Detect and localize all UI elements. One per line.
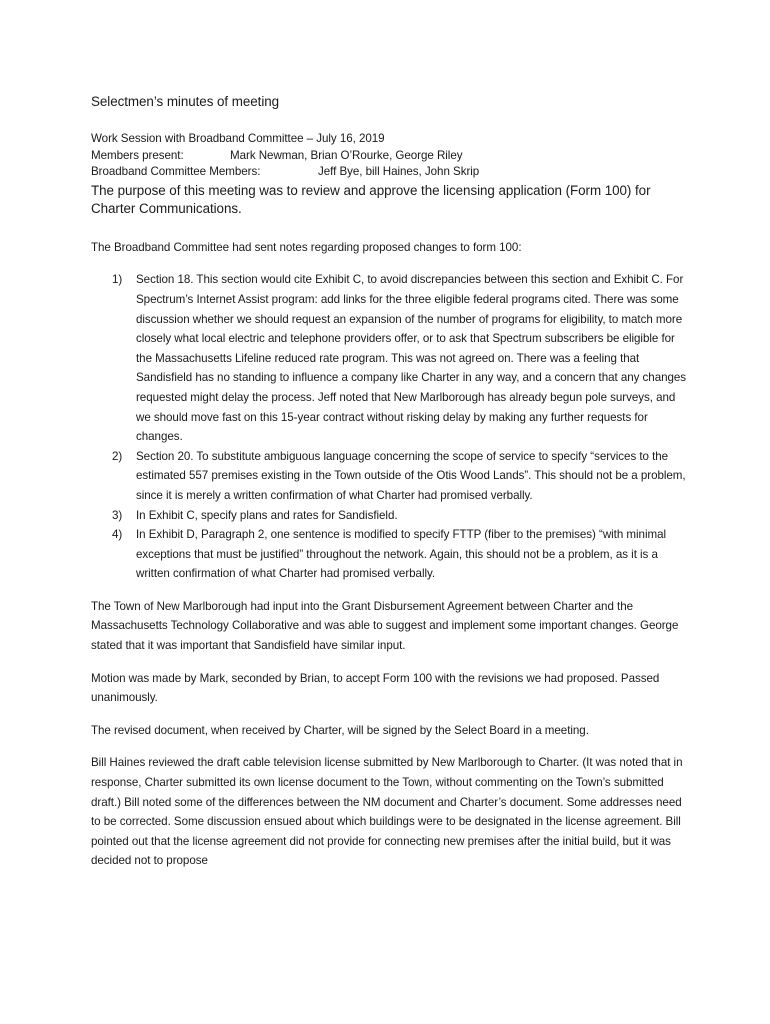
committee-members-label: Broadband Committee Members: <box>91 165 261 179</box>
paragraph-signing: The revised document, when received by Charter, will be signed by the Select Board in a meeting. <box>91 723 589 737</box>
list-item-text: Section 18. This section would cite Exhibit C, to avoid discrepancies between this section and Exhibit C. For Spectrum’s Internet Assist program: add links for the three eligible federal programs cited. There was some discussion whether we should request an expansion of the number of programs for eligibility, to match more closely what local electric and telephone providers offer, or to ask that Spectrum subscribers be eligible for the Massachusetts Lifeline reduced rate program. This was not agreed on. There was a feeling that Sandisfield has no standing to influence a company like Charter in any way, and a concern that any changes requested might delay the process. Jeff noted that New Marlborough has already begun pole surveys, and we should move fast on this 15-year contract without risking delay by making any further requests for changes. <box>136 273 687 444</box>
list-item <box>91 270 691 446</box>
list-item-text: In Exhibit C, specify plans and rates for Sandisfield. <box>136 508 398 522</box>
intro-paragraph: The Broadband Committee had sent notes regarding proposed changes to form 100: <box>91 240 522 254</box>
members-present-label: Members present: <box>91 148 184 162</box>
paragraph-license-review: Bill Haines reviewed the draft cable television license submitted by New Marlborough to Charter. (It was noted that in response, Charter submitted its own license document to the Town, without commenting on the Town’s submitted draft.) Bill noted some of the differences between the NM document and Charter’s document. Some addresses need to be corrected. Some discussion ensued about which buildings were to be designated in the license agreement. Bill pointed out that the license agreement did not provide for connecting new premises after the initial build, but it was decided not to propose <box>91 756 683 868</box>
proposed-changes-list <box>91 270 691 584</box>
document-title: Selectmen’s minutes of meeting <box>91 94 280 109</box>
committee-members-names: Jeff Bye, bill Haines, John Skrip <box>318 165 480 179</box>
list-item-number: 1) <box>112 273 123 287</box>
session-line: Work Session with Broadband Committee – July 16, 2019 <box>91 132 385 145</box>
list-item <box>91 506 691 526</box>
list-item-number: 2) <box>112 449 123 463</box>
committee-members-line <box>91 164 691 181</box>
list-item-number: 4) <box>112 528 123 542</box>
list-item <box>91 447 691 506</box>
members-present-line <box>91 148 691 165</box>
members-present-names: Mark Newman, Brian O’Rourke, George Riley <box>230 148 463 162</box>
document-page <box>91 92 691 884</box>
paragraph-new-marlborough-input: The Town of New Marlborough had input into the Grant Disbursement Agreement between Charter and the Massachusetts Technology Collaborative and was able to suggest and implement some important changes. George stated that it was important that Sandisfield have similar input. <box>91 599 679 653</box>
list-item-text: In Exhibit D, Paragraph 2, one sentence is modified to specify FTTP (fiber to the premises) “with minimal exceptions that must be justified” throughout the network. Again, this should not be a problem, as it is a written confirmation of what Charter had promised verbally. <box>136 528 667 581</box>
list-item-number: 3) <box>112 508 123 522</box>
list-item <box>91 525 691 584</box>
paragraph-motion: Motion was made by Mark, seconded by Brian, to accept Form 100 with the revisions we had proposed. Passed unanimously. <box>91 671 660 705</box>
list-item-text: Section 20. To substitute ambiguous language concerning the scope of service to specify “services to the estimated 557 premises existing in the Town outside of the Otis Wood Lands”. This should not be a problem, since it is merely a written confirmation of what Charter had promised verbally. <box>136 449 686 502</box>
meeting-purpose: The purpose of this meeting was to review and approve the licensing application (Form 100) for Charter Communications. <box>91 182 651 217</box>
